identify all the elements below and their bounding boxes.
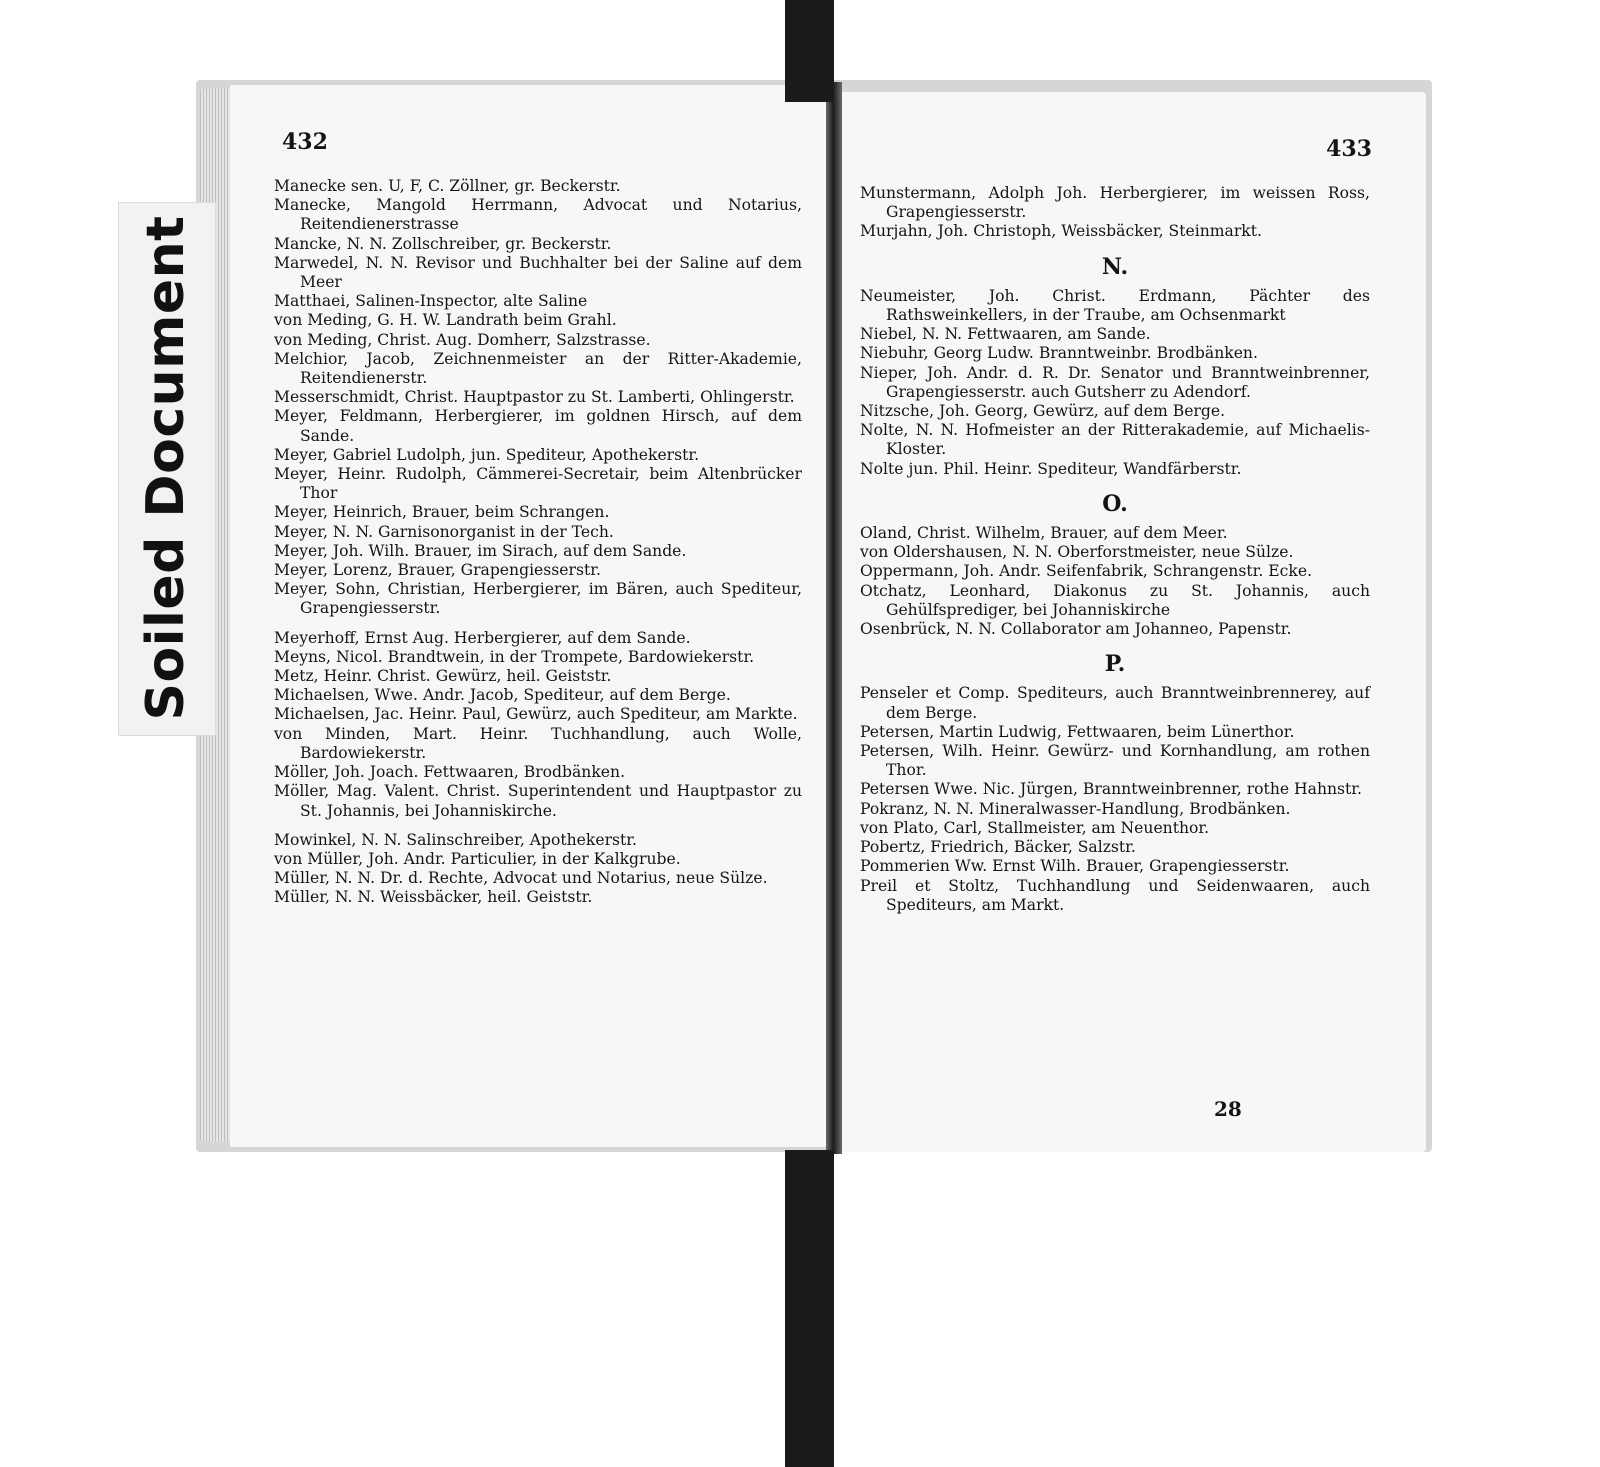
signature-mark: 28 <box>1214 1097 1242 1121</box>
directory-entry: Pobertz, Friedrich, Bäcker, Salzstr. <box>860 838 1136 857</box>
left-page-number: 432 <box>282 129 328 155</box>
directory-entry: Manecke, Mangold Herrmann, Advocat und Notarius, Reitendienerstrasse <box>274 196 802 234</box>
directory-entry: Möller, Joh. Joach. Fettwaaren, Brodbänken. <box>274 763 626 782</box>
directory-entry: Murjahn, Joh. Christoph, Weissbäcker, Steinmarkt. <box>860 222 1262 241</box>
directory-entry: Meyer, Lorenz, Brauer, Grapengiesserstr. <box>274 561 601 580</box>
right-page <box>838 92 1426 1152</box>
directory-entry: Müller, N. N. Dr. d. Rechte, Advocat und Notarius, neue Sülze. <box>274 869 768 888</box>
directory-entry: Michaelsen, Wwe. Andr. Jacob, Spediteur, auf dem Berge. <box>274 686 731 705</box>
right-page-number: 433 <box>1326 136 1372 162</box>
directory-entry: von Meding, G. H. W. Landrath beim Grahl. <box>274 311 617 330</box>
directory-entry: von Meding, Christ. Aug. Domherr, Salzstrasse. <box>274 330 651 349</box>
directory-entry: Marwedel, N. N. Revisor und Buchhalter bei der Saline auf dem Meer <box>274 253 802 292</box>
directory-entry: Meyerhoff, Ernst Aug. Herbergierer, auf dem Sande. <box>274 628 691 647</box>
directory-entry: Nitzsche, Joh. Georg, Gewürz, auf dem Berge. <box>860 402 1226 421</box>
directory-entry: Melchior, Jacob, Zeichnenmeister an der Ritter-Akademie, Reitendienerstr. <box>274 349 802 388</box>
directory-entry: Oppermann, Joh. Andr. Seifenfabrik, Schrangenstr. Ecke. <box>860 562 1313 581</box>
binding-strap-bottom <box>785 1150 834 1467</box>
book-gutter <box>826 82 842 1154</box>
directory-entry: Metz, Heinr. Christ. Gewürz, heil. Geiststr. <box>274 667 612 686</box>
soiled-document-label: Soiled Document <box>136 215 196 721</box>
directory-entry: Meyer, Joh. Wilh. Brauer, im Sirach, auf dem Sande. <box>274 541 687 560</box>
directory-entry: Pommerien Ww. Ernst Wilh. Brauer, Grapengiesserstr. <box>860 857 1290 876</box>
directory-entry: Meyer, Heinrich, Brauer, beim Schrangen. <box>274 503 610 522</box>
directory-entry: Mancke, N. N. Zollschreiber, gr. Beckerstr. <box>274 234 612 253</box>
directory-entry: Matthaei, Salinen-Inspector, alte Saline <box>274 292 588 311</box>
left-page <box>230 85 830 1147</box>
directory-entry: Preil et Stoltz, Tuchhandlung und Seidenwaaren, auch Spediteurs, am Markt. <box>860 876 1370 914</box>
directory-entry: Müller, N. N. Weissbäcker, heil. Geiststr. <box>274 888 593 907</box>
directory-entry: Möller, Mag. Valent. Christ. Superintendent und Hauptpastor zu St. Johannis, bei Johanniskirche. <box>274 782 802 820</box>
directory-entry: Niebel, N. N. Fettwaaren, am Sande. <box>860 325 1151 344</box>
directory-entry: Michaelsen, Jac. Heinr. Paul, Gewürz, auch Spediteur, am Markte. <box>274 705 798 724</box>
directory-entry: Nolte jun. Phil. Heinr. Spediteur, Wandfärberstr. <box>860 459 1242 478</box>
directory-entry: Penseler et Comp. Spediteurs, auch Branntweinbrennerey, auf dem Berge. <box>860 684 1370 722</box>
directory-entry: von Minden, Mart. Heinr. Tuchhandlung, auch Wolle, Bardowiekerstr. <box>274 724 802 762</box>
directory-entry: Meyer, Heinr. Rudolph, Cämmerei-Secretair, beim Altenbrücker Thor <box>274 465 802 503</box>
directory-entry: Pokranz, N. N. Mineralwasser-Handlung, Brodbänken. <box>860 799 1291 818</box>
directory-entry: Meyer, Sohn, Christian, Herbergierer, im Bären, auch Spediteur, Grapengiesserstr. <box>274 580 802 618</box>
directory-entry: Otchatz, Leonhard, Diakonus zu St. Johannis, auch Gehülfsprediger, bei Johanniskirche <box>860 581 1370 619</box>
directory-entry: Mowinkel, N. N. Salinschreiber, Apothekerstr. <box>274 830 638 849</box>
directory-entry: Neumeister, Joh. Christ. Erdmann, Pächter des Rathsweinkellers, in der Traube, am Ochsenmarkt <box>860 286 1370 325</box>
section-heading-p: P. <box>1104 651 1126 678</box>
directory-entry: Oland, Christ. Wilhelm, Brauer, auf dem Meer. <box>860 524 1228 543</box>
section-heading-o: O. <box>1102 490 1128 517</box>
directory-entry: Petersen, Wilh. Heinr. Gewürz- und Kornhandlung, am rothen Thor. <box>860 742 1370 780</box>
directory-entry: Petersen Wwe. Nic. Jürgen, Branntweinbrenner, rothe Hahnstr. <box>860 780 1362 799</box>
directory-entry: Osenbrück, N. N. Collaborator am Johanneo, Papenstr. <box>860 620 1292 639</box>
directory-entry: Munstermann, Adolph Joh. Herbergierer, im weissen Ross, Grapengiesserstr. <box>860 184 1370 222</box>
directory-entry: Manecke sen. U, F, C. Zöllner, gr. Beckerstr. <box>274 177 621 195</box>
directory-entry: von Müller, Joh. Andr. Particulier, in der Kalkgrube. <box>274 849 681 868</box>
right-entries <box>860 184 1370 915</box>
directory-entry: Meyer, N. N. Garnisonorganist in der Tech. <box>274 522 614 541</box>
directory-entry: von Oldershausen, N. N. Oberforstmeister, neue Sülze. <box>860 543 1294 562</box>
directory-entry: Niebuhr, Georg Ludw. Branntweinbr. Brodbänken. <box>860 344 1258 363</box>
directory-entry: Meyns, Nicol. Brandtwein, in der Trompete, Bardowiekerstr. <box>274 647 755 666</box>
directory-entry: Petersen, Martin Ludwig, Fettwaaren, beim Lünerthor. <box>860 722 1295 741</box>
left-entries <box>274 177 802 908</box>
directory-entry: Messerschmidt, Christ. Hauptpastor zu St. Lamberti, Ohlingerstr. <box>274 388 795 407</box>
directory-entry: von Plato, Carl, Stallmeister, am Neuenthor. <box>860 818 1210 837</box>
directory-entry: Nolte, N. N. Hofmeister an der Ritterakademie, auf Michaelis-Kloster. <box>860 421 1370 459</box>
directory-entry: Meyer, Gabriel Ludolph, jun. Spediteur, Apothekerstr. <box>274 445 700 464</box>
directory-entry: Meyer, Feldmann, Herbergierer, im goldnen Hirsch, auf dem Sande. <box>274 407 802 445</box>
section-heading-n: N. <box>1101 253 1129 280</box>
directory-entry: Nieper, Joh. Andr. d. R. Dr. Senator und Branntweinbrenner, Grapengiesserstr. auch Gutsherr zu Adendorf. <box>860 363 1370 401</box>
binding-strap-top <box>785 0 834 102</box>
